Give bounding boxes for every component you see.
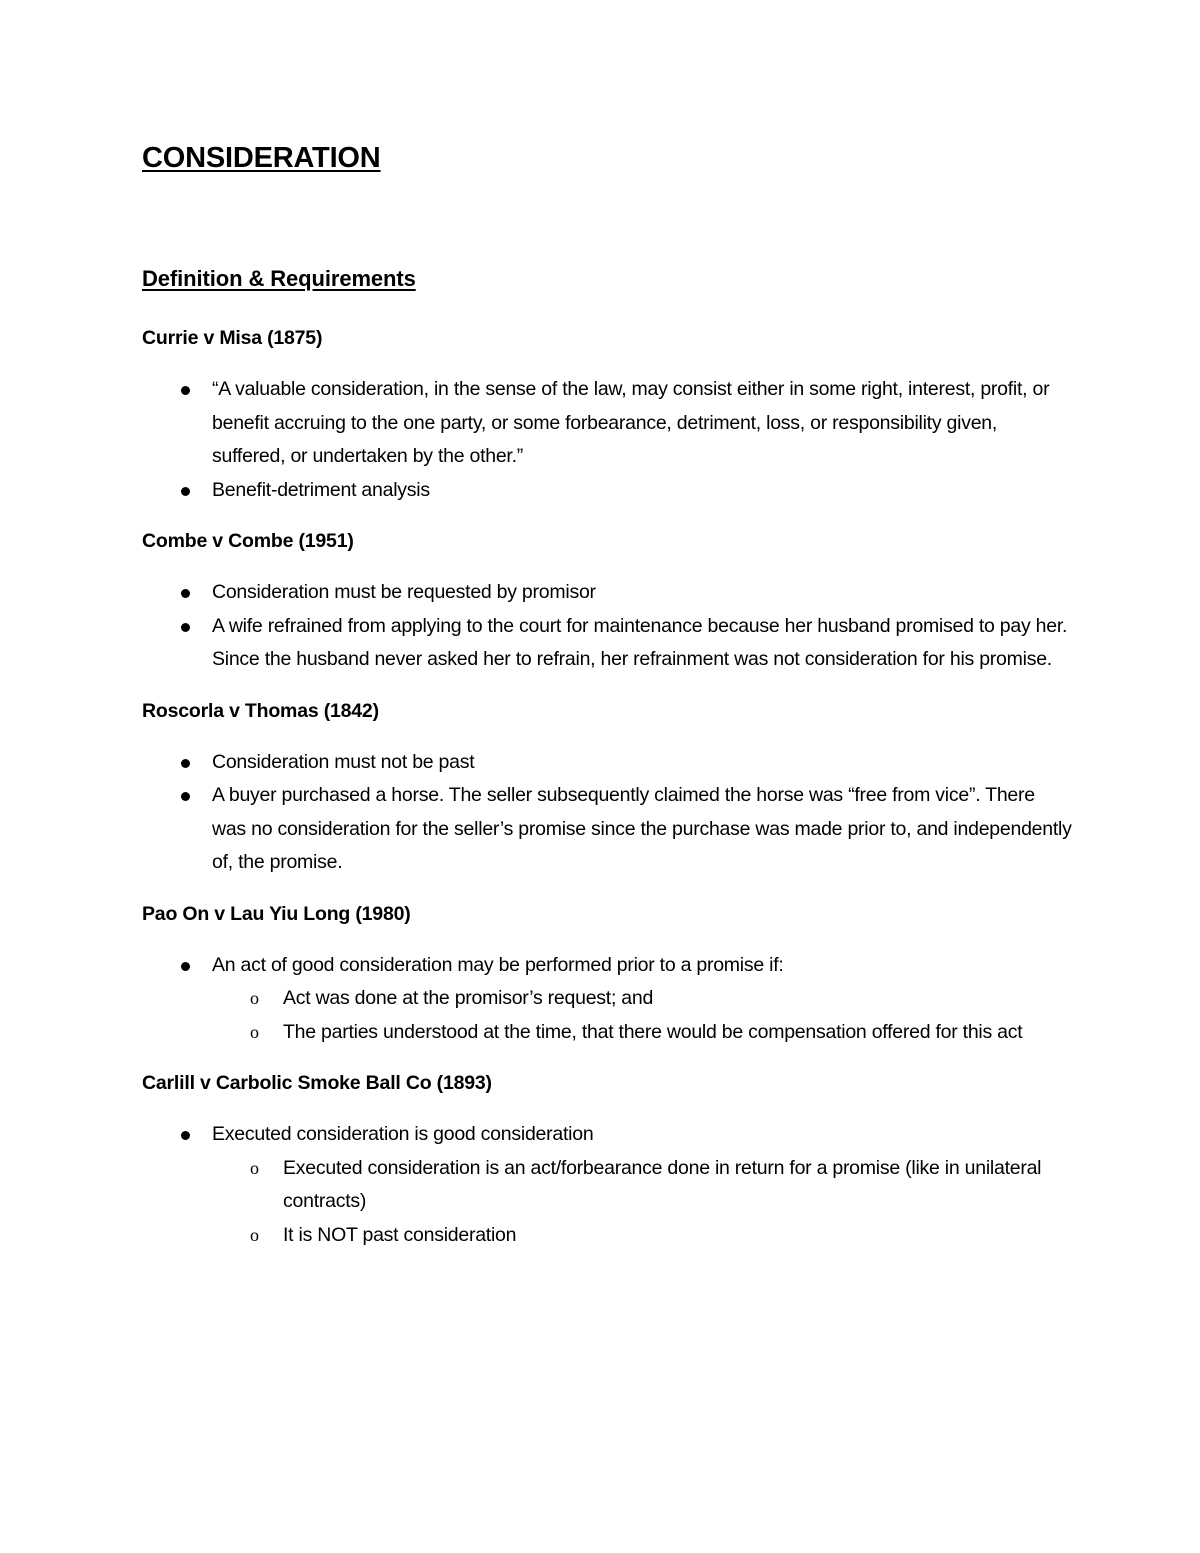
bullet-item <box>142 576 1072 610</box>
case-block <box>142 525 1072 677</box>
bullet-dot-icon <box>181 792 190 801</box>
bullet-text: “A valuable consideration, in the sense of the law, may consist either in some right, interest, profit, or benefit accruing to the one party, or some forbearance, detriment, loss, or responsibility given, suffered, or undertaken by the other.” <box>212 378 1050 467</box>
bullet-list <box>142 949 1072 1050</box>
bullet-item <box>142 373 1072 474</box>
document-title: CONSIDERATION <box>142 142 381 174</box>
sub-bullet-item <box>212 1152 1072 1219</box>
case-heading: Carlill v Carbolic Smoke Ball Co (1893) <box>142 1072 492 1094</box>
bullet-dot-icon <box>181 1131 190 1140</box>
bullet-dot-icon <box>181 962 190 971</box>
section-heading: Definition & Requirements <box>142 266 416 291</box>
bullet-text: An act of good consideration may be performed prior to a promise if: <box>212 953 784 976</box>
sub-bullet-list <box>212 1152 1072 1253</box>
bullet-text: Consideration must not be past <box>212 750 475 773</box>
bullet-dot-icon <box>181 759 190 768</box>
bullet-dot-icon <box>181 386 190 395</box>
case-block <box>142 898 1072 1050</box>
bullet-item <box>142 610 1072 677</box>
bullet-item <box>142 1118 1072 1252</box>
bullet-text: Executed consideration is good consideration <box>212 1123 594 1145</box>
bullet-item <box>142 949 1072 1050</box>
sub-bullet-text: It is NOT past consideration <box>283 1223 517 1246</box>
case-block <box>142 322 1072 507</box>
bullet-dot-icon <box>181 623 190 632</box>
case-list <box>142 322 1072 1270</box>
bullet-text: Benefit-detriment analysis <box>212 478 430 501</box>
bullet-text: Consideration must be requested by promisor <box>212 581 596 603</box>
bullet-text: A wife refrained from applying to the court for maintenance because her husband promised to pay her. Since the husband never asked her to refrain, her refrainment was not consideration for his promise. <box>212 614 1068 670</box>
sub-bullet-text: Act was done at the promisor’s request; and <box>283 987 654 1009</box>
case-heading: Pao On v Lau Yiu Long (1980) <box>142 902 411 925</box>
bullet-item <box>142 779 1072 880</box>
sub-bullet-marker-icon: o <box>250 1021 259 1042</box>
case-heading: Currie v Misa (1875) <box>142 327 323 349</box>
sub-bullet-list <box>212 982 1072 1049</box>
sub-bullet-marker-icon: o <box>250 1157 259 1178</box>
sub-bullet-marker-icon: o <box>250 988 259 1008</box>
bullet-dot-icon <box>181 487 190 496</box>
case-block <box>142 695 1072 880</box>
sub-bullet-item <box>212 1016 1072 1050</box>
bullet-item <box>142 746 1072 780</box>
bullet-item <box>142 474 1072 508</box>
sub-bullet-text: The parties understood at the time, that there would be compensation offered for this act <box>283 1020 1023 1043</box>
bullet-text: A buyer purchased a horse. The seller subsequently claimed the horse was “free from vice”. There was no consideration for the seller’s promise since the purchase was made prior to, and independently of, the promise. <box>212 784 1072 873</box>
case-heading: Combe v Combe (1951) <box>142 530 354 552</box>
sub-bullet-marker-icon: o <box>250 1224 259 1245</box>
case-heading: Roscorla v Thomas (1842) <box>142 699 379 722</box>
bullet-list <box>142 746 1072 880</box>
bullet-dot-icon <box>181 589 190 598</box>
sub-bullet-text: Executed consideration is an act/forbearance done in return for a promise (like in unilateral contracts) <box>283 1156 1042 1212</box>
sub-bullet-item <box>212 982 1072 1016</box>
bullet-list <box>142 576 1072 677</box>
bullet-list <box>142 1118 1072 1252</box>
bullet-list <box>142 373 1072 507</box>
case-block <box>142 1067 1072 1252</box>
sub-bullet-item <box>212 1219 1072 1253</box>
